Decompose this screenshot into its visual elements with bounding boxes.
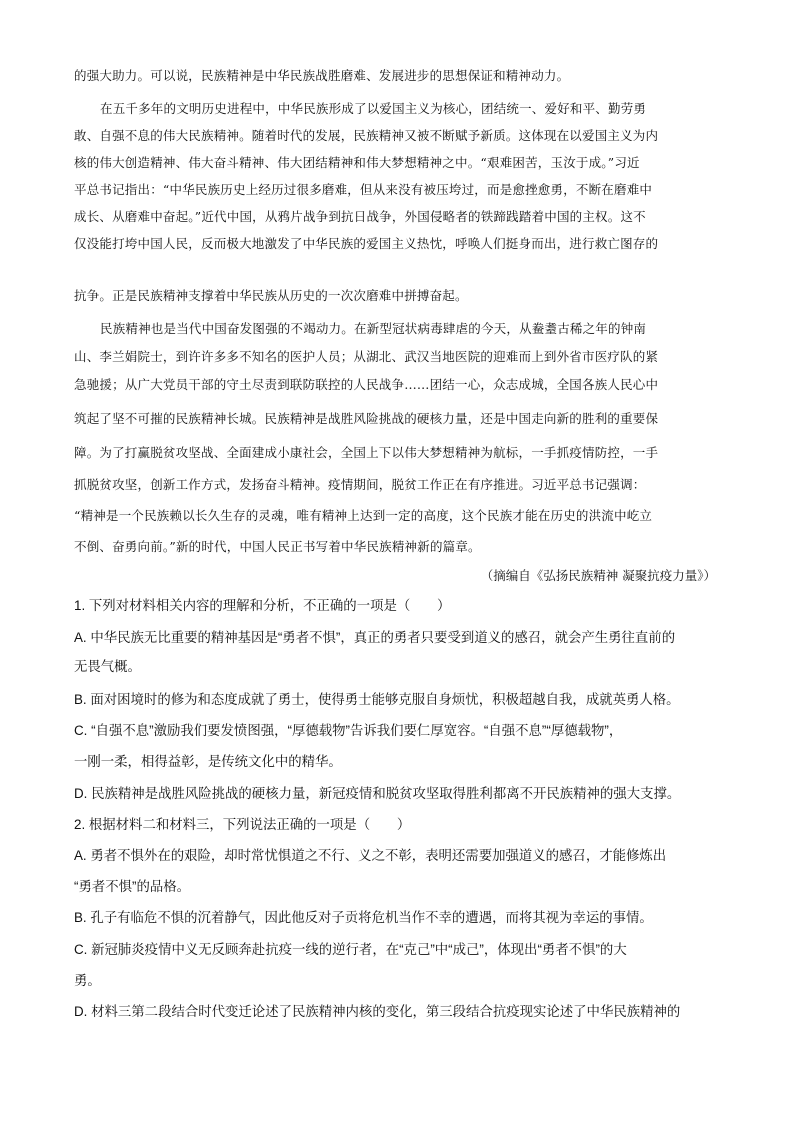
passage-line: 不倒、奋勇向前。”新的时代，中国人民正书写着中华民族精神新的篇章。: [74, 539, 481, 554]
passage-line: 在五千多年的文明历史进程中，中华民族形成了以爱国主义为核心，团结统一、爱好和平、勤劳勇: [100, 101, 647, 116]
passage-line: 民族精神也是当代中国奋发图强的不竭动力。在新型冠状病毒肆虐的今天，从鲞耋古稀之年的钟南: [100, 321, 647, 336]
option-line: B. 孔子有临危不惧的沉着静气，因此他反对子贡将危机当作不幸的遭遇，而将其视为幸运的事情。: [74, 910, 653, 925]
option-line: B. 面对困境时的修为和态度成就了勇士，使得勇士能够克服自身烦忧，积极超越自我，成就英勇人格。: [74, 692, 680, 707]
passage-line: “精神是一个民族赖以长久生存的灵魂，唯有精神上达到一定的高度，这个民族才能在历史的洪流中屹立: [74, 508, 653, 523]
question-stem: 1. 下列对材料相关内容的理解和分析，不正确的一项是（ ）: [74, 598, 451, 613]
passage-line: 急驰援；从广大党员干部的守土尽责到联防联控的人民战争……团结一心，众志成城，全国各族人民心中: [74, 377, 659, 392]
passage-line: 平总书记指出：“中华民族历史上经历过很多磨难，但从来没有被压垮过，而是愈挫愈勇，不断在磨难中: [74, 182, 653, 197]
passage-line: 抓脱贫攻坚，创新工作方式，发扬奋斗精神。疫情期间，脱贫工作正在有序推进。习近平总书记强调：: [74, 477, 646, 492]
option-line: A. 中华民族无比重要的精神基因是“勇者不惧”，真正的勇者只要受到道义的感召，就会产生勇往直前的: [74, 630, 676, 645]
question-stem: 2. 根据材料二和材料三，下列说法正确的一项是（ ）: [74, 817, 411, 832]
passage-line: 核的伟大创造精神、伟大奋斗精神、伟大团结精神和伟大梦想精神之中。“艰难困苦，玉汝于成。”习近: [74, 155, 640, 170]
option-line: C. 新冠肺炎疫情中义无反顾奔赴抗疫一线的逆行者，在“克己”中“成己”，体现出“勇者不惧”的大: [74, 942, 627, 957]
passage-source: （摘编自《弘扬民族精神 凝聚抗疫力量》）: [480, 568, 716, 583]
option-line: 无畏气概。: [74, 659, 141, 674]
option-line: C. “自强不息”激励我们要发愤图强，“厚德载物”告诉我们要仁厚宽容。“自强不息”“厚德载物”，: [74, 723, 623, 738]
passage-line: 成长、从磨难中奋起。”近代中国，从鸦片战争到抗日战争，外国侵略者的铁蹄践踏着中国的主权。这不: [74, 209, 646, 224]
passage-line: 抗争。正是民族精神支撑着中华民族从历史的一次次磨难中拼搏奋起。: [74, 288, 468, 303]
passage-line: 筑起了坚不可摧的民族精神长城。民族精神是战胜风险挑战的硬核力量，还是中国走向新的胜利的重要保: [74, 411, 659, 426]
passage-line: 仅没能打垮中国人民，反而极大地激发了中华民族的爱国主义热忱，呼唤人们挺身而出，进行救亡图存的: [74, 236, 659, 251]
passage-line: 山、李兰娟院士，到许许多多不知名的医护人员；从湖北、武汉当地医院的迎难而上到外省市医疗队的紧: [74, 349, 659, 364]
option-line: D. 民族精神是战胜风险挑战的硬核力量，新冠疫情和脱贫攻坚取得胜利都离不开民族精神的强大支撑。: [74, 786, 681, 801]
option-line: 勇。: [74, 973, 101, 988]
option-line: D. 材料三第二段结合时代变迁论述了民族精神内核的变化，第三段结合抗疫现实论述了中华民族精神的: [74, 1004, 681, 1019]
passage-line: 的强大助力。可以说，民族精神是中华民族战胜磨难、发展进步的思想保证和精神动力。: [74, 68, 570, 83]
option-line: A. 勇者不惧外在的艰险，却时常忧惧道之不行、义之不彰，表明还需要加强道义的感召，才能修炼出: [74, 848, 667, 863]
passage-line: 障。为了打赢脱贫攻坚战、全面建成小康社会，全国上下以伟大梦想精神为航标，一手抓疫情防控，一手: [74, 445, 659, 460]
option-line: “勇者不惧”的品格。: [74, 879, 191, 894]
passage-line: 敢、自强不息的伟大民族精神。随着时代的发展，民族精神又被不断赋予新质。这体现在以爱国主义为内: [74, 128, 659, 143]
option-line: 一刚一柔，相得益彰，是传统文化中的精华。: [74, 754, 342, 769]
